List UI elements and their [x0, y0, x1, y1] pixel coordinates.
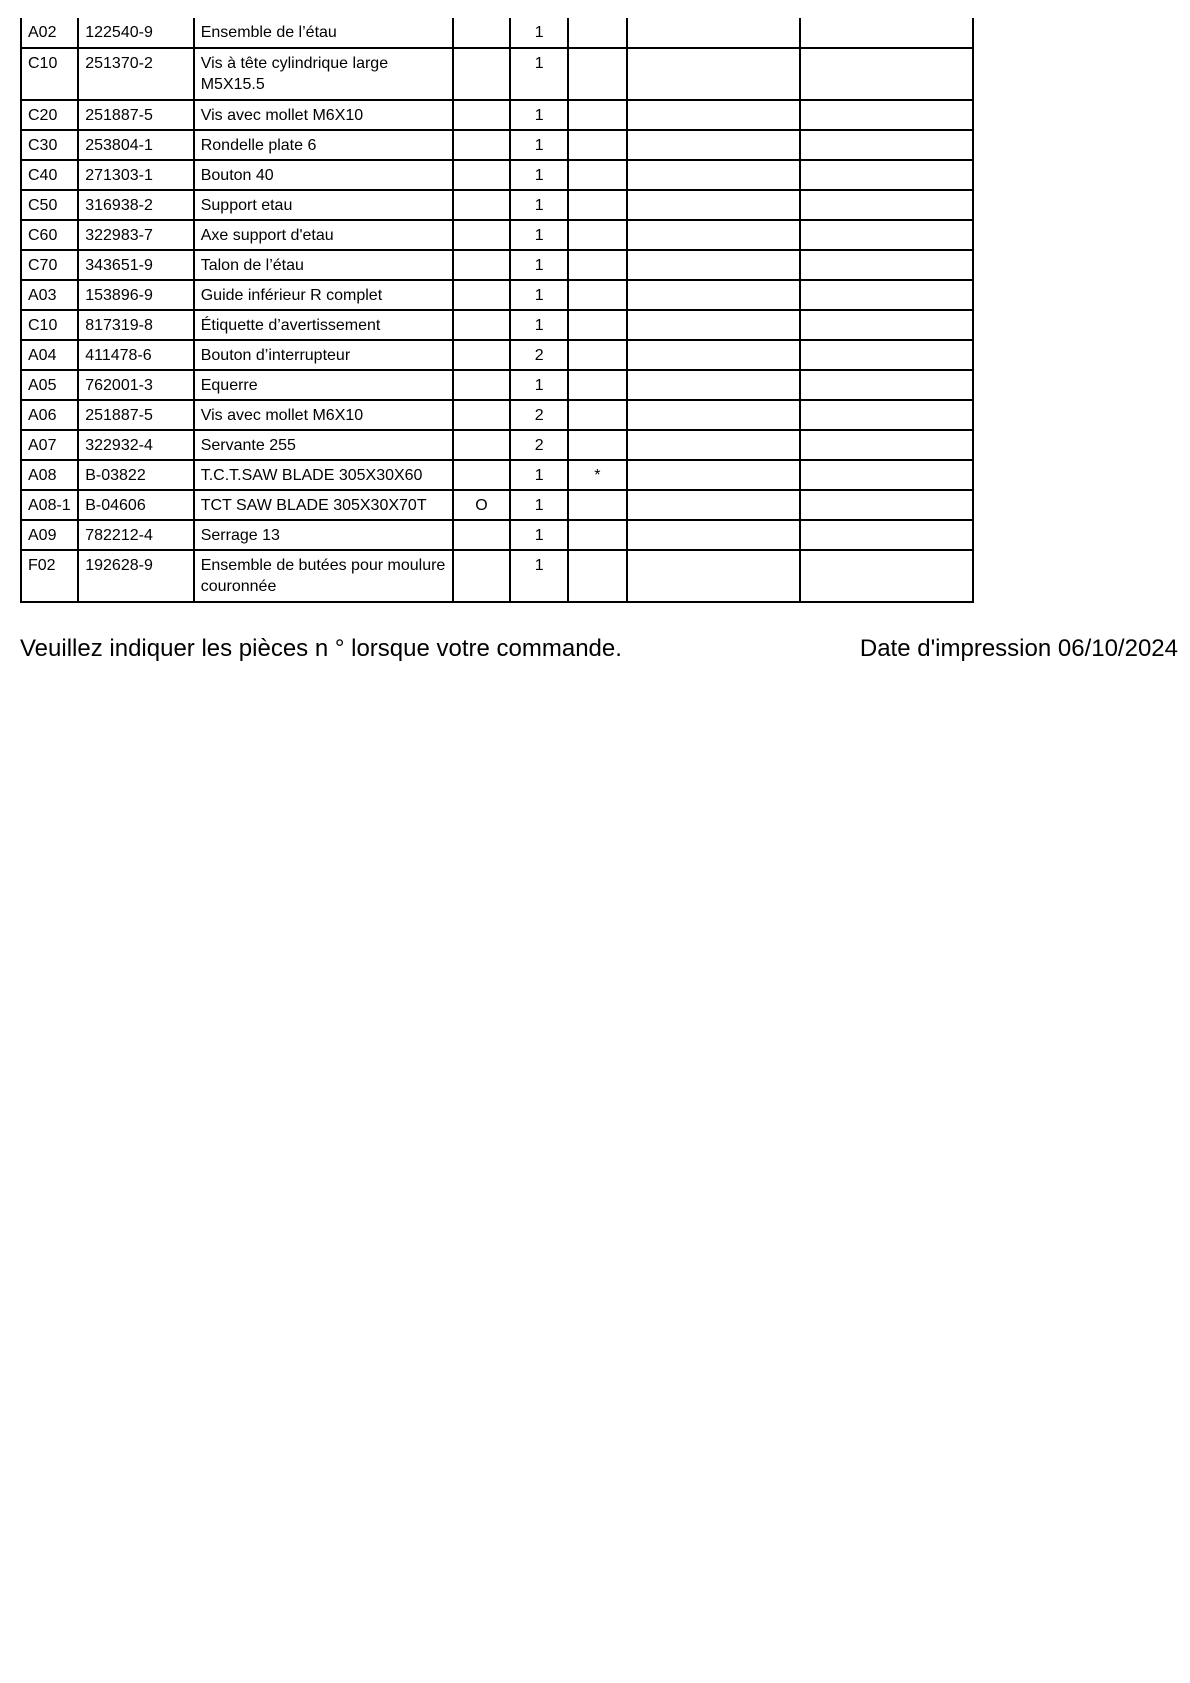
cell-flag: [453, 310, 510, 340]
cell-description: Axe support d'etau: [194, 220, 453, 250]
cell-ref: C30: [21, 130, 78, 160]
cell-part-number: 316938-2: [78, 190, 193, 220]
cell-part-number: 782212-4: [78, 520, 193, 550]
cell-flag: [453, 160, 510, 190]
cell-description: T.C.T.SAW BLADE 305X30X60: [194, 460, 453, 490]
cell-quantity: 1: [510, 250, 568, 280]
cell-ref: C20: [21, 100, 78, 130]
cell-ref: C40: [21, 160, 78, 190]
cell-part-number: B-04606: [78, 490, 193, 520]
cell-empty: [627, 250, 801, 280]
cell-empty: [627, 190, 801, 220]
cell-empty: [800, 250, 973, 280]
cell-description: Talon de l’étau: [194, 250, 453, 280]
print-date: Date d'impression 06/10/2024: [859, 635, 1178, 662]
cell-ref: A02: [21, 18, 78, 48]
cell-note: [568, 190, 626, 220]
cell-flag: [453, 130, 510, 160]
cell-ref: F02: [21, 550, 78, 602]
order-notice: Veuillez indiquer les pièces n ° lorsque votre commande.: [20, 635, 622, 662]
cell-empty: [800, 520, 973, 550]
cell-ref: A06: [21, 400, 78, 430]
cell-ref: C10: [21, 48, 78, 100]
cell-description: Vis à tête cylindrique large M5X15.5: [194, 48, 453, 100]
table-row: [21, 130, 973, 160]
cell-empty: [627, 550, 801, 602]
table-row: [21, 310, 973, 340]
cell-empty: [800, 160, 973, 190]
cell-quantity: 1: [510, 220, 568, 250]
cell-flag: [453, 430, 510, 460]
table-row: [21, 340, 973, 370]
cell-description: TCT SAW BLADE 305X30X70T: [194, 490, 453, 520]
cell-empty: [800, 460, 973, 490]
cell-quantity: 1: [510, 460, 568, 490]
cell-empty: [800, 48, 973, 100]
cell-part-number: 253804-1: [78, 130, 193, 160]
cell-part-number: 817319-8: [78, 310, 193, 340]
cell-description: Equerre: [194, 370, 453, 400]
cell-empty: [800, 400, 973, 430]
cell-note: [568, 130, 626, 160]
cell-part-number: 251887-5: [78, 400, 193, 430]
cell-description: Ensemble de l’étau: [194, 18, 453, 48]
cell-empty: [800, 550, 973, 602]
parts-table-body: [21, 18, 973, 602]
table-row: [21, 550, 973, 602]
cell-part-number: 153896-9: [78, 280, 193, 310]
cell-quantity: 1: [510, 370, 568, 400]
cell-note: [568, 400, 626, 430]
table-row: [21, 48, 973, 100]
cell-part-number: 322932-4: [78, 430, 193, 460]
table-row: [21, 190, 973, 220]
table-row: [21, 160, 973, 190]
cell-quantity: 2: [510, 430, 568, 460]
parts-table: [20, 18, 974, 603]
table-row: [21, 400, 973, 430]
cell-empty: [800, 18, 973, 48]
cell-ref: A09: [21, 520, 78, 550]
cell-flag: [453, 280, 510, 310]
cell-quantity: 1: [510, 550, 568, 602]
table-row: [21, 370, 973, 400]
cell-part-number: 251370-2: [78, 48, 193, 100]
cell-description: Ensemble de butées pour moulure couronnée: [194, 550, 453, 602]
cell-flag: O: [453, 490, 510, 520]
cell-empty: [800, 310, 973, 340]
cell-part-number: 322983-7: [78, 220, 193, 250]
cell-empty: [627, 520, 801, 550]
cell-empty: [800, 430, 973, 460]
cell-flag: [453, 48, 510, 100]
table-row: [21, 250, 973, 280]
cell-note: *: [568, 460, 626, 490]
cell-ref: C70: [21, 250, 78, 280]
cell-quantity: 1: [510, 280, 568, 310]
cell-note: [568, 280, 626, 310]
cell-empty: [627, 48, 801, 100]
cell-flag: [453, 460, 510, 490]
cell-flag: [453, 400, 510, 430]
cell-part-number: 271303-1: [78, 160, 193, 190]
cell-empty: [800, 340, 973, 370]
cell-empty: [800, 190, 973, 220]
cell-note: [568, 520, 626, 550]
cell-ref: A07: [21, 430, 78, 460]
cell-description: Vis avec mollet M6X10: [194, 400, 453, 430]
cell-quantity: 2: [510, 400, 568, 430]
cell-description: Rondelle plate 6: [194, 130, 453, 160]
cell-note: [568, 18, 626, 48]
cell-quantity: 1: [510, 310, 568, 340]
cell-empty: [800, 280, 973, 310]
cell-ref: A08-1: [21, 490, 78, 520]
cell-empty: [627, 18, 801, 48]
cell-empty: [627, 430, 801, 460]
table-row: [21, 520, 973, 550]
cell-empty: [627, 370, 801, 400]
cell-note: [568, 250, 626, 280]
table-row: [21, 18, 973, 48]
cell-flag: [453, 18, 510, 48]
cell-empty: [627, 130, 801, 160]
table-row: [21, 430, 973, 460]
cell-quantity: 1: [510, 520, 568, 550]
cell-description: Étiquette d’avertissement: [194, 310, 453, 340]
cell-ref: A03: [21, 280, 78, 310]
cell-quantity: 2: [510, 340, 568, 370]
cell-description: Bouton 40: [194, 160, 453, 190]
cell-flag: [453, 340, 510, 370]
cell-flag: [453, 100, 510, 130]
table-row: [21, 220, 973, 250]
cell-empty: [800, 370, 973, 400]
cell-quantity: 1: [510, 190, 568, 220]
cell-empty: [800, 490, 973, 520]
cell-quantity: 1: [510, 130, 568, 160]
cell-empty: [627, 100, 801, 130]
cell-part-number: 251887-5: [78, 100, 193, 130]
cell-note: [568, 430, 626, 460]
cell-quantity: 1: [510, 100, 568, 130]
cell-description: Bouton d’interrupteur: [194, 340, 453, 370]
cell-empty: [627, 400, 801, 430]
table-row: [21, 100, 973, 130]
table-row: [21, 460, 973, 490]
cell-empty: [800, 130, 973, 160]
cell-flag: [453, 190, 510, 220]
cell-quantity: 1: [510, 18, 568, 48]
cell-note: [568, 48, 626, 100]
cell-note: [568, 370, 626, 400]
cell-ref: A08: [21, 460, 78, 490]
cell-empty: [627, 460, 801, 490]
cell-ref: C60: [21, 220, 78, 250]
cell-note: [568, 100, 626, 130]
cell-part-number: 762001-3: [78, 370, 193, 400]
cell-description: Vis avec mollet M6X10: [194, 100, 453, 130]
cell-part-number: B-03822: [78, 460, 193, 490]
table-row: [21, 490, 973, 520]
cell-part-number: 343651-9: [78, 250, 193, 280]
cell-empty: [627, 340, 801, 370]
cell-flag: [453, 220, 510, 250]
cell-ref: A05: [21, 370, 78, 400]
cell-flag: [453, 520, 510, 550]
cell-part-number: 122540-9: [78, 18, 193, 48]
cell-part-number: 411478-6: [78, 340, 193, 370]
cell-note: [568, 340, 626, 370]
cell-note: [568, 490, 626, 520]
cell-flag: [453, 250, 510, 280]
cell-ref: C50: [21, 190, 78, 220]
cell-description: Guide inférieur R complet: [194, 280, 453, 310]
cell-note: [568, 550, 626, 602]
cell-empty: [627, 310, 801, 340]
cell-quantity: 1: [510, 160, 568, 190]
cell-part-number: 192628-9: [78, 550, 193, 602]
cell-empty: [627, 220, 801, 250]
cell-description: Support etau: [194, 190, 453, 220]
cell-quantity: 1: [510, 490, 568, 520]
cell-empty: [627, 160, 801, 190]
cell-note: [568, 160, 626, 190]
table-row: [21, 280, 973, 310]
cell-ref: A04: [21, 340, 78, 370]
cell-note: [568, 310, 626, 340]
cell-empty: [627, 490, 801, 520]
cell-note: [568, 220, 626, 250]
cell-quantity: 1: [510, 48, 568, 100]
cell-description: Servante 255: [194, 430, 453, 460]
cell-empty: [627, 280, 801, 310]
cell-description: Serrage 13: [194, 520, 453, 550]
cell-flag: [453, 370, 510, 400]
cell-ref: C10: [21, 310, 78, 340]
cell-flag: [453, 550, 510, 602]
cell-empty: [800, 100, 973, 130]
cell-empty: [800, 220, 973, 250]
